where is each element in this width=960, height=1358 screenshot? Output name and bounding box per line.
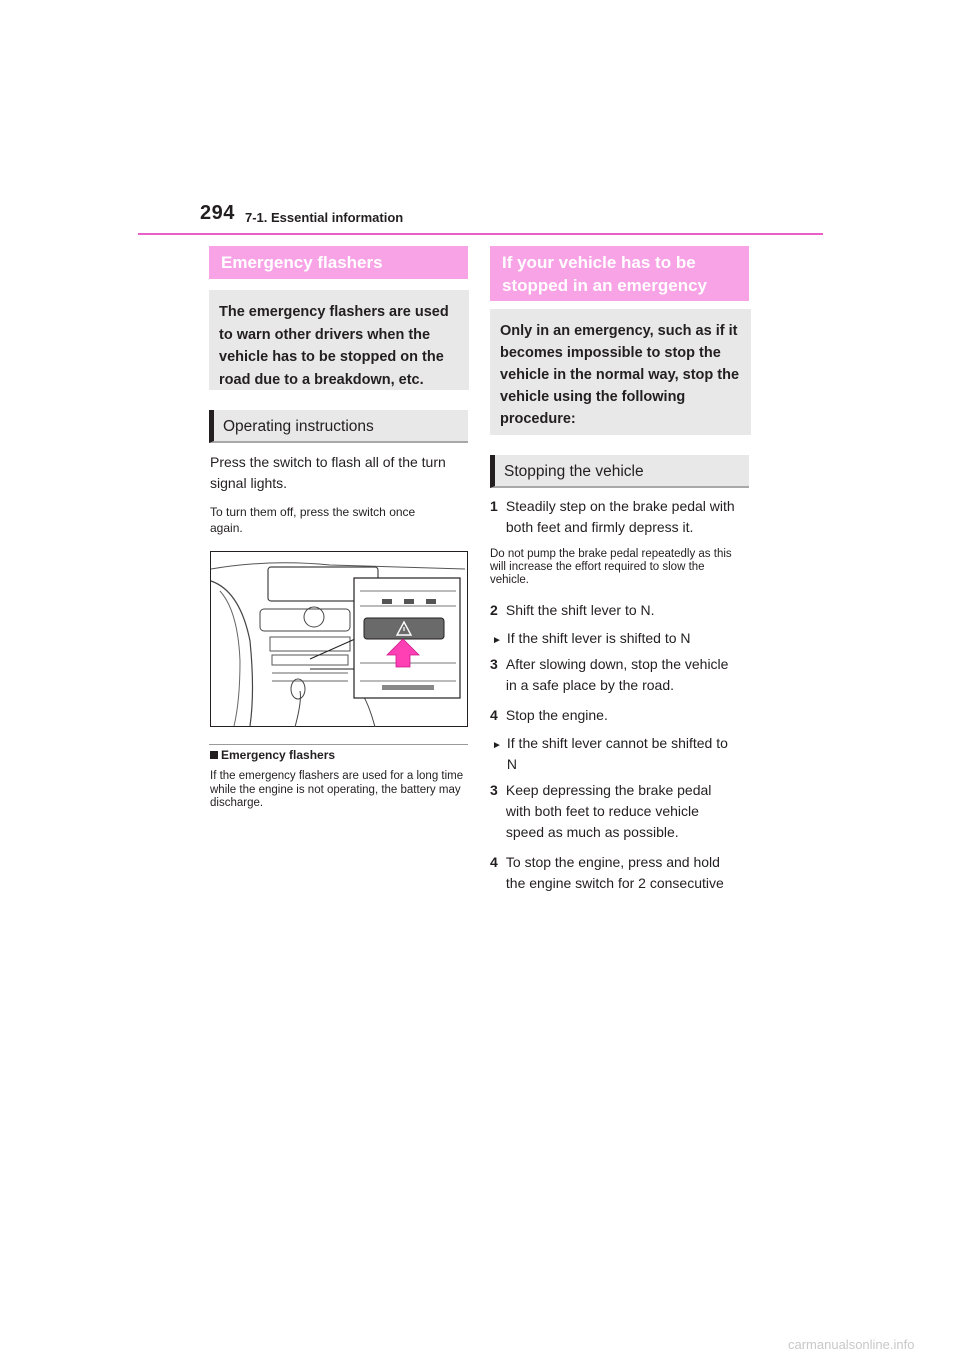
emergency-flashers-intro: The emergency flashers are used to warn other drivers when the vehicle has to be stopped on the road due to a breakdown, etc.: [209, 290, 469, 390]
step-text: Steadily step on the brake pedal with both feet and firmly depress it.: [505, 498, 735, 535]
step-number: 2: [490, 602, 498, 618]
note-heading: [210, 748, 335, 762]
page-number: 294: [200, 202, 235, 224]
emergency-stop-heading: [490, 246, 749, 301]
step-text: After slowing down, stop the vehicle in a safe place by the road.: [505, 656, 729, 693]
step-number: 4: [490, 707, 498, 723]
emergency-stop-heading-line1: If your vehicle has to be: [502, 253, 696, 272]
step-text: To stop the engine, press and hold the engine switch for 2 consecutive: [505, 854, 724, 891]
step-text: Keep depressing the brake pedal with both feet to reduce vehicle speed as much as possible.: [505, 782, 712, 840]
condition-shifted: [492, 628, 739, 651]
pump-warning-note: Do not pump the brake pedal repeatedly as this will increase the effort required to slow the vehicle.: [490, 548, 732, 586]
turn-off-text: To turn them off, press the switch once again.: [210, 505, 416, 535]
condition-text: If the shift lever cannot be shifted to N: [506, 735, 728, 772]
emergency-flashers-heading: Emergency flashers: [209, 246, 468, 279]
note-heading-text: Emergency flashers: [221, 748, 336, 762]
condition-not-shifted: [492, 733, 739, 775]
step-4-shifted: [490, 705, 736, 726]
watermark: carmanualsonline.info: [788, 1337, 915, 1352]
triangle-bullet-icon: ►: [492, 740, 502, 751]
step-number: 3: [490, 782, 498, 798]
header-rule: [138, 233, 823, 235]
square-bullet-icon: [210, 751, 218, 759]
step-2: [490, 600, 736, 621]
hazard-switch-illustration: [210, 551, 468, 727]
step-number: 4: [490, 854, 498, 870]
step-3-not-shifted: [490, 780, 736, 843]
step-number: 3: [490, 656, 498, 672]
emergency-stop-heading-line2: stopped in an emergency: [502, 276, 707, 295]
step-number: 1: [490, 498, 498, 514]
step-3-shifted: [490, 654, 736, 696]
step-text: Shift the shift lever to N.: [505, 602, 655, 618]
press-switch-text: Press the switch to flash all of the turn signal lights.: [210, 454, 446, 491]
emergency-stop-intro: Only in an emergency, such as if it becomes impossible to stop the vehicle in the normal way, stop the vehicle using the following procedure:: [490, 309, 751, 435]
section-title: 7-1. Essential information: [245, 210, 404, 225]
condition-text: If the shift lever is shifted to N: [506, 630, 691, 646]
step-4-not-shifted: [490, 852, 736, 894]
step-text: Stop the engine.: [505, 707, 608, 723]
operating-instructions-heading: Operating instructions: [209, 410, 468, 443]
note-divider: [209, 744, 468, 745]
step-1: [490, 496, 736, 538]
battery-note: If the emergency flashers are used for a long time while the engine is not operating, the battery may discharge.: [210, 770, 464, 809]
triangle-bullet-icon: ►: [492, 635, 502, 646]
stopping-vehicle-heading: Stopping the vehicle: [490, 455, 749, 488]
